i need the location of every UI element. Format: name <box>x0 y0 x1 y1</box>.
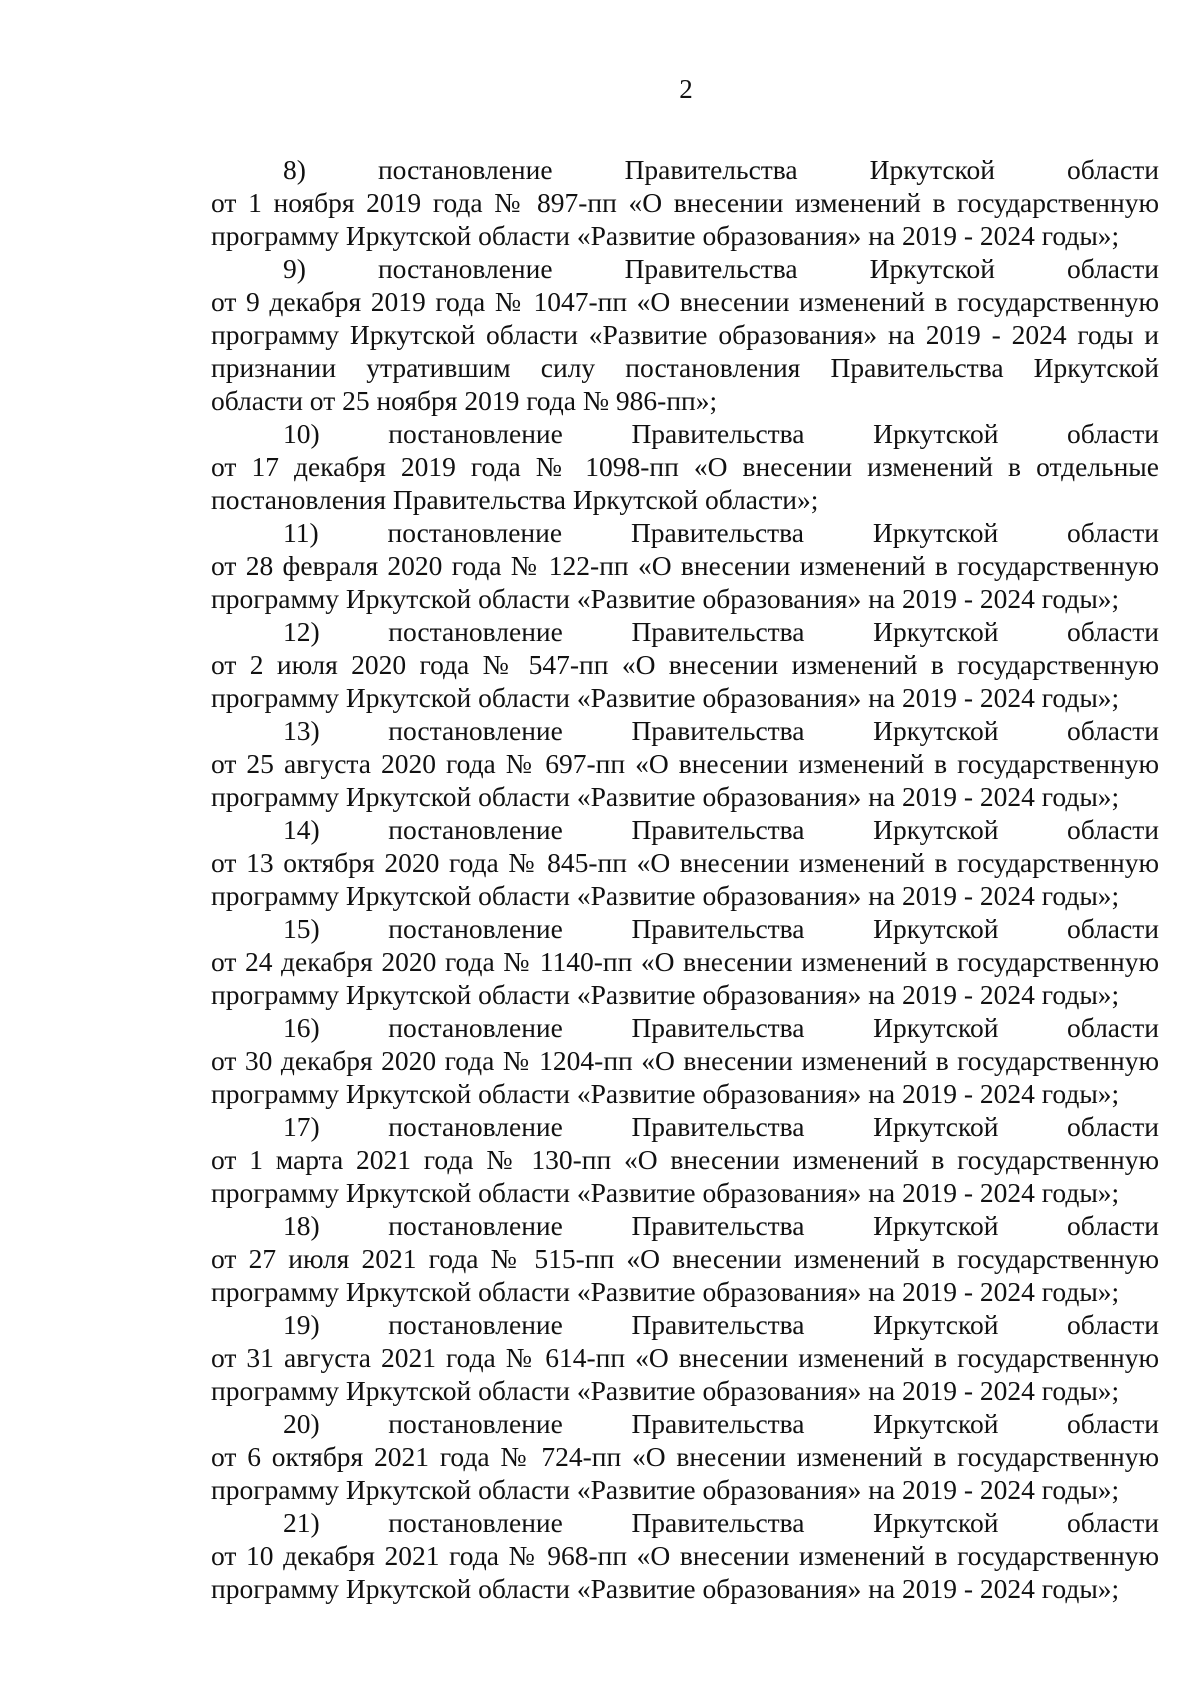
item-heading-line <box>211 1110 1159 1143</box>
item-number: 20) <box>283 1408 320 1439</box>
item-heading-word: постановление <box>377 253 553 284</box>
item-heading-word: Правительства <box>631 913 805 944</box>
item-heading-word: Иркутской <box>873 418 999 449</box>
item-number: 15) <box>283 913 320 944</box>
item-heading-word: постановление <box>388 1012 563 1043</box>
text-line: от 31 августа 2021 года № 614-пп «О внесении изменений в государственную <box>211 1342 1159 1373</box>
document-body <box>211 153 1159 1605</box>
item-text <box>211 1341 1159 1407</box>
item-text <box>211 846 1159 912</box>
text-line: программу Иркутской области «Развитие образования» на 2019 - 2024 годы»; <box>211 1573 1120 1604</box>
list-item <box>211 1011 1159 1110</box>
item-text <box>211 186 1159 252</box>
list-item <box>211 1506 1159 1605</box>
item-heading-word: области <box>1067 154 1159 185</box>
item-heading-word: области <box>1067 253 1159 284</box>
item-heading-word: Правительства <box>631 1408 805 1439</box>
item-number: 11) <box>283 517 319 548</box>
list-item <box>211 417 1159 516</box>
item-heading-word: Правительства <box>631 1309 805 1340</box>
item-heading-word: Правительства <box>624 253 798 284</box>
text-line: от 27 июля 2021 года № 515-пп «О внесении изменений в государственную <box>211 1243 1159 1274</box>
item-heading-word: области <box>1067 1012 1159 1043</box>
item-text <box>211 285 1159 417</box>
item-text <box>211 1440 1159 1506</box>
item-heading-word: Иркутской <box>873 1012 999 1043</box>
item-heading-word: Иркутской <box>873 616 999 647</box>
item-number: 9) <box>283 253 306 284</box>
item-text <box>211 945 1159 1011</box>
item-text <box>211 450 1159 516</box>
text-line: программу Иркутской области «Развитие образования» на 2019 - 2024 годы»; <box>211 979 1120 1010</box>
text-line: признании утратившим силу постановления Правительства Иркутской <box>211 352 1159 383</box>
item-heading-word: постановление <box>387 517 563 548</box>
text-line: от 17 декабря 2019 года № 1098-пп «О внесении изменений в отдельные <box>211 451 1159 482</box>
text-line: программу Иркутской области «Развитие образования» на 2019 - 2024 годы»; <box>211 583 1120 614</box>
text-line: от 1 ноября 2019 года № 897-пп «О внесении изменений в государственную <box>211 187 1159 218</box>
item-heading-word: области <box>1067 517 1159 548</box>
item-number: 10) <box>283 418 320 449</box>
item-heading-word: области <box>1067 1210 1159 1241</box>
text-line: программу Иркутской области «Развитие образования» на 2019 - 2024 годы»; <box>211 1474 1120 1505</box>
item-heading-word: Иркутской <box>873 814 999 845</box>
item-heading-line <box>211 1209 1159 1242</box>
item-heading-line <box>211 1308 1159 1341</box>
item-heading-word: Правительства <box>630 517 804 548</box>
text-line: от 2 июля 2020 года № 547-пп «О внесении изменений в государственную <box>211 649 1159 680</box>
text-line: программу Иркутской области «Развитие образования» на 2019 - 2024 годы»; <box>211 1375 1120 1406</box>
list-item <box>211 153 1159 252</box>
item-heading-word: постановление <box>388 418 563 449</box>
text-line: от 1 марта 2021 года № 130-пп «О внесении изменений в государственную <box>211 1144 1159 1175</box>
item-heading-line <box>211 417 1159 450</box>
item-heading-word: Правительства <box>631 1210 805 1241</box>
item-heading-word: области <box>1067 1309 1159 1340</box>
item-text <box>211 1044 1159 1110</box>
item-heading-word: Правительства <box>631 1012 805 1043</box>
item-heading-word: Иркутской <box>872 517 999 548</box>
item-heading-word: Иркутской <box>873 1507 999 1538</box>
list-item <box>211 615 1159 714</box>
item-text <box>211 1143 1159 1209</box>
text-line: от 28 февраля 2020 года № 122-пп «О внесении изменений в государственную <box>211 550 1159 581</box>
item-heading-line <box>211 615 1159 648</box>
text-line: области от 25 ноября 2019 года № 986-пп»; <box>211 385 718 416</box>
text-line: программу Иркутской области «Развитие образования» на 2019 - 2024 годы»; <box>211 1276 1120 1307</box>
item-heading-word: области <box>1067 715 1159 746</box>
item-number: 21) <box>283 1507 320 1538</box>
item-heading-word: Иркутской <box>869 253 995 284</box>
item-text <box>211 1539 1159 1605</box>
list-item <box>211 1308 1159 1407</box>
item-heading-word: постановление <box>388 1111 563 1142</box>
text-line: программу Иркутской области «Развитие образования» на 2019 - 2024 годы и <box>211 319 1159 350</box>
text-line: программу Иркутской области «Развитие образования» на 2019 - 2024 годы»; <box>211 220 1120 251</box>
list-item <box>211 1407 1159 1506</box>
item-heading-word: Иркутской <box>873 1111 999 1142</box>
item-heading-line <box>211 813 1159 846</box>
list-item <box>211 912 1159 1011</box>
item-text <box>211 1242 1159 1308</box>
item-heading-line <box>211 252 1159 285</box>
item-number: 12) <box>283 616 320 647</box>
item-heading-word: Иркутской <box>873 715 999 746</box>
item-heading-word: области <box>1067 1408 1159 1439</box>
item-text <box>211 747 1159 813</box>
page-number: 2 <box>679 74 693 104</box>
item-heading-word: постановление <box>388 1210 563 1241</box>
list-item <box>211 516 1159 615</box>
item-heading-word: постановление <box>388 913 563 944</box>
item-heading-word: области <box>1067 418 1159 449</box>
text-line: от 9 декабря 2019 года № 1047-пп «О внесении изменений в государственную <box>211 286 1159 317</box>
item-heading-word: Правительства <box>631 418 805 449</box>
item-heading-line <box>211 1506 1159 1539</box>
item-heading-word: Правительства <box>631 1507 805 1538</box>
item-heading-word: постановление <box>388 1309 563 1340</box>
item-number: 13) <box>283 715 320 746</box>
item-heading-word: области <box>1067 814 1159 845</box>
item-heading-line <box>211 912 1159 945</box>
item-heading-line <box>211 714 1159 747</box>
item-heading-line <box>211 516 1159 549</box>
text-line: постановления Правительства Иркутской области»; <box>211 484 819 515</box>
item-heading-word: области <box>1067 1111 1159 1142</box>
item-heading-word: Правительства <box>631 616 805 647</box>
text-line: от 25 августа 2020 года № 697-пп «О внесении изменений в государственную <box>211 748 1159 779</box>
item-heading-word: Правительства <box>631 715 805 746</box>
text-line: программу Иркутской области «Развитие образования» на 2019 - 2024 годы»; <box>211 682 1120 713</box>
item-heading-line <box>211 1011 1159 1044</box>
item-heading-line <box>211 1407 1159 1440</box>
item-heading-word: постановление <box>388 814 563 845</box>
text-line: программу Иркутской области «Развитие образования» на 2019 - 2024 годы»; <box>211 1078 1120 1109</box>
text-line: от 13 октября 2020 года № 845-пп «О внесении изменений в государственную <box>211 847 1159 878</box>
item-heading-word: Иркутской <box>869 154 995 185</box>
item-heading-word: постановление <box>388 1408 563 1439</box>
list-item <box>211 1209 1159 1308</box>
item-heading-word: постановление <box>388 616 563 647</box>
item-heading-word: Правительства <box>631 1111 805 1142</box>
item-number: 8) <box>283 154 306 185</box>
item-heading-word: постановление <box>388 715 563 746</box>
item-heading-word: постановление <box>377 154 553 185</box>
list-item <box>211 813 1159 912</box>
item-number: 16) <box>283 1012 320 1043</box>
text-line: от 6 октября 2021 года № 724-пп «О внесении изменений в государственную <box>211 1441 1159 1472</box>
text-line: программу Иркутской области «Развитие образования» на 2019 - 2024 годы»; <box>211 781 1120 812</box>
item-number: 19) <box>283 1309 320 1340</box>
item-number: 14) <box>283 814 320 845</box>
text-line: от 30 декабря 2020 года № 1204-пп «О внесении изменений в государственную <box>211 1045 1159 1076</box>
item-text <box>211 549 1159 615</box>
item-heading-word: Правительства <box>631 814 805 845</box>
list-item <box>211 1110 1159 1209</box>
list-item <box>211 714 1159 813</box>
text-line: от 24 декабря 2020 года № 1140-пп «О внесении изменений в государственную <box>211 946 1159 977</box>
item-heading-word: Иркутской <box>873 1408 999 1439</box>
item-heading-word: области <box>1067 913 1159 944</box>
item-heading-word: области <box>1067 1507 1159 1538</box>
item-heading-word: Иркутской <box>873 1210 999 1241</box>
item-heading-line <box>211 153 1159 186</box>
item-number: 18) <box>283 1210 320 1241</box>
item-heading-word: области <box>1067 616 1159 647</box>
item-number: 17) <box>283 1111 320 1142</box>
item-heading-word: Иркутской <box>873 1309 999 1340</box>
list-item <box>211 252 1159 417</box>
item-heading-word: Правительства <box>624 154 798 185</box>
text-line: программу Иркутской области «Развитие образования» на 2019 - 2024 годы»; <box>211 880 1120 911</box>
text-line: программу Иркутской области «Развитие образования» на 2019 - 2024 годы»; <box>211 1177 1120 1208</box>
item-heading-word: Иркутской <box>873 913 999 944</box>
item-text <box>211 648 1159 714</box>
item-heading-word: постановление <box>388 1507 563 1538</box>
text-line: от 10 декабря 2021 года № 968-пп «О внесении изменений в государственную <box>211 1540 1159 1571</box>
